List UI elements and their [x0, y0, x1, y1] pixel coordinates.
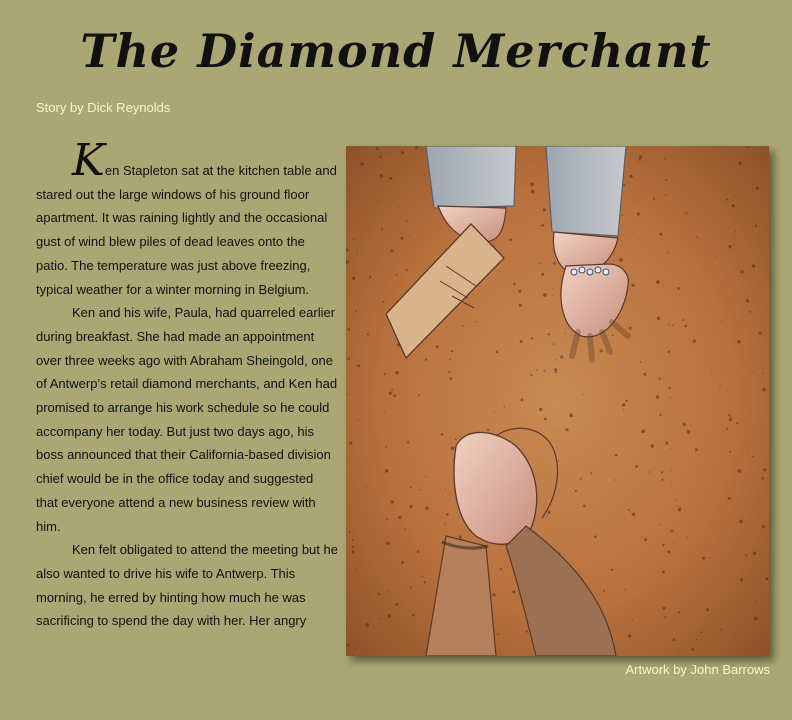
page-title: The Diamond Merchant	[80, 24, 712, 78]
story-text	[36, 135, 338, 633]
drop-cap: K	[72, 135, 105, 186]
author-byline: Story by Dick Reynolds	[36, 100, 171, 115]
artwork-image	[346, 146, 769, 656]
story-paragraph-3: Ken felt obligated to attend the meeting but he also wanted to drive his wife to Antwerp. This morning, he erred by hinting how much he was sacrificing to spend the day with her. Her angry	[36, 542, 338, 629]
story-paragraph-2: Ken and his wife, Paula, had quarreled earlier during breakfast. She had made an appointment over three weeks ago with Abraham Sheingold, one of Antwerp’s retail diamond merchants, and Ken had promised to arrange his work schedule so he could accompany her today. But just two days ago, his boss announced that their California-based division chief would be in the office today and suggested that everyone attend a new business review with him.	[36, 305, 338, 534]
story-paragraph-1-text: en Stapleton sat at the kitchen table and stared out the large windows of his ground floor apartment. It was raining lightly and the occasional gust of wind blew piles of dead leaves onto the patio. The temperature was just above freezing, typical weather for a winter morning in Belgium.	[36, 163, 337, 297]
hands-painting-illustration	[346, 146, 769, 656]
artwork-credit: Artwork by John Barrows	[625, 662, 770, 677]
story-paragraph-1	[36, 135, 338, 301]
